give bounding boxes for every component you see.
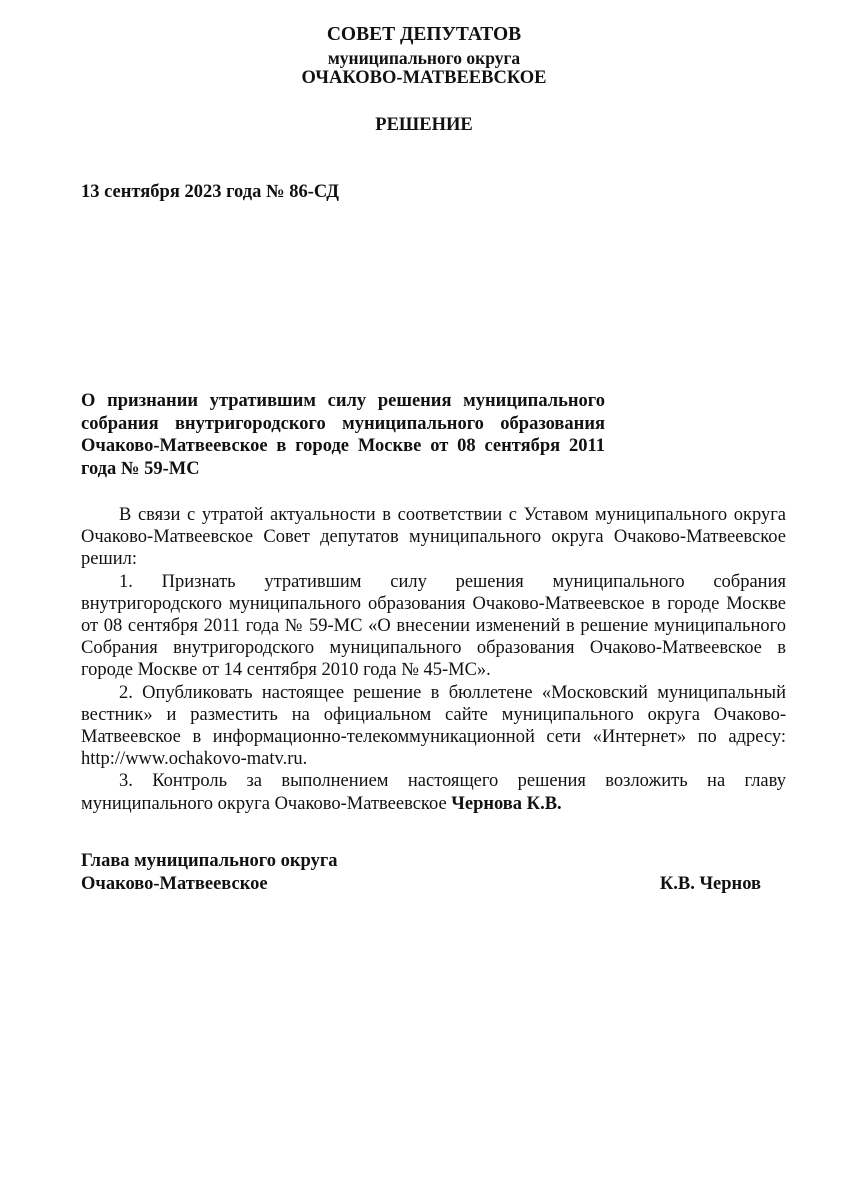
preamble: В связи с утратой актуальности в соответствии с Уставом муниципального округа Очаково-Матвеевское Совет депутатов муниципального округа Очаково-Матвеевское решил:: [81, 505, 786, 570]
decision-subject: [81, 390, 605, 480]
decision-item-3: [81, 770, 786, 814]
signatory-row: [81, 873, 761, 896]
subject-text: О признании утратившим силу решения муниципального собрания внутригородского муниципального образования Очаково-Матвеевское в городе Москве от 08 сентября 2011 года № 59-МС: [81, 391, 605, 479]
council-subtitle: муниципального округа: [327, 48, 521, 68]
decision-item-3-text: 3. Контроль за выполнением настоящего решения возложить на главу муниципального округа Очаково-Матвеевское: [81, 771, 786, 814]
signatory-name: К.В. Чернов: [659, 874, 761, 894]
signatory-title-line1: Глава муниципального округа: [81, 851, 338, 871]
decision-item-1: 1. Признать утратившим силу решения муниципального собрания внутригородского муниципального образования Очаково-Матвеевское в городе Москве от 08 сентября 2011 года № 59-МС «О внесении изменений в решение муниципального Собрания внутригородского муниципального образования Очаково-Матвеевское в городе Москве от 14 сентября 2010 года № 45-МС».: [81, 571, 786, 681]
signature-block: [81, 850, 761, 896]
document-type: РЕШЕНИЕ: [375, 115, 473, 135]
decision-body: [81, 504, 786, 815]
district-name: ОЧАКОВО-МАТВЕЕВСКОЕ: [301, 68, 547, 88]
date-and-number: 13 сентября 2023 года № 86-СД: [81, 182, 340, 202]
council-title: СОВЕТ ДЕПУТАТОВ: [326, 24, 522, 45]
signatory-title-line2: Очаково-Матвеевское: [81, 874, 268, 894]
responsible-person: Чернова К.В.: [451, 793, 562, 814]
decision-item-2: 2. Опубликовать настоящее решение в бюллетене «Московский муниципальный вестник» и разместить на официальном сайте муниципального округа Очаково-Матвеевское в информационно-телекоммуникационной сети «Интернет» по адресу: http://www.ochakovo-matv.ru.: [81, 682, 786, 770]
